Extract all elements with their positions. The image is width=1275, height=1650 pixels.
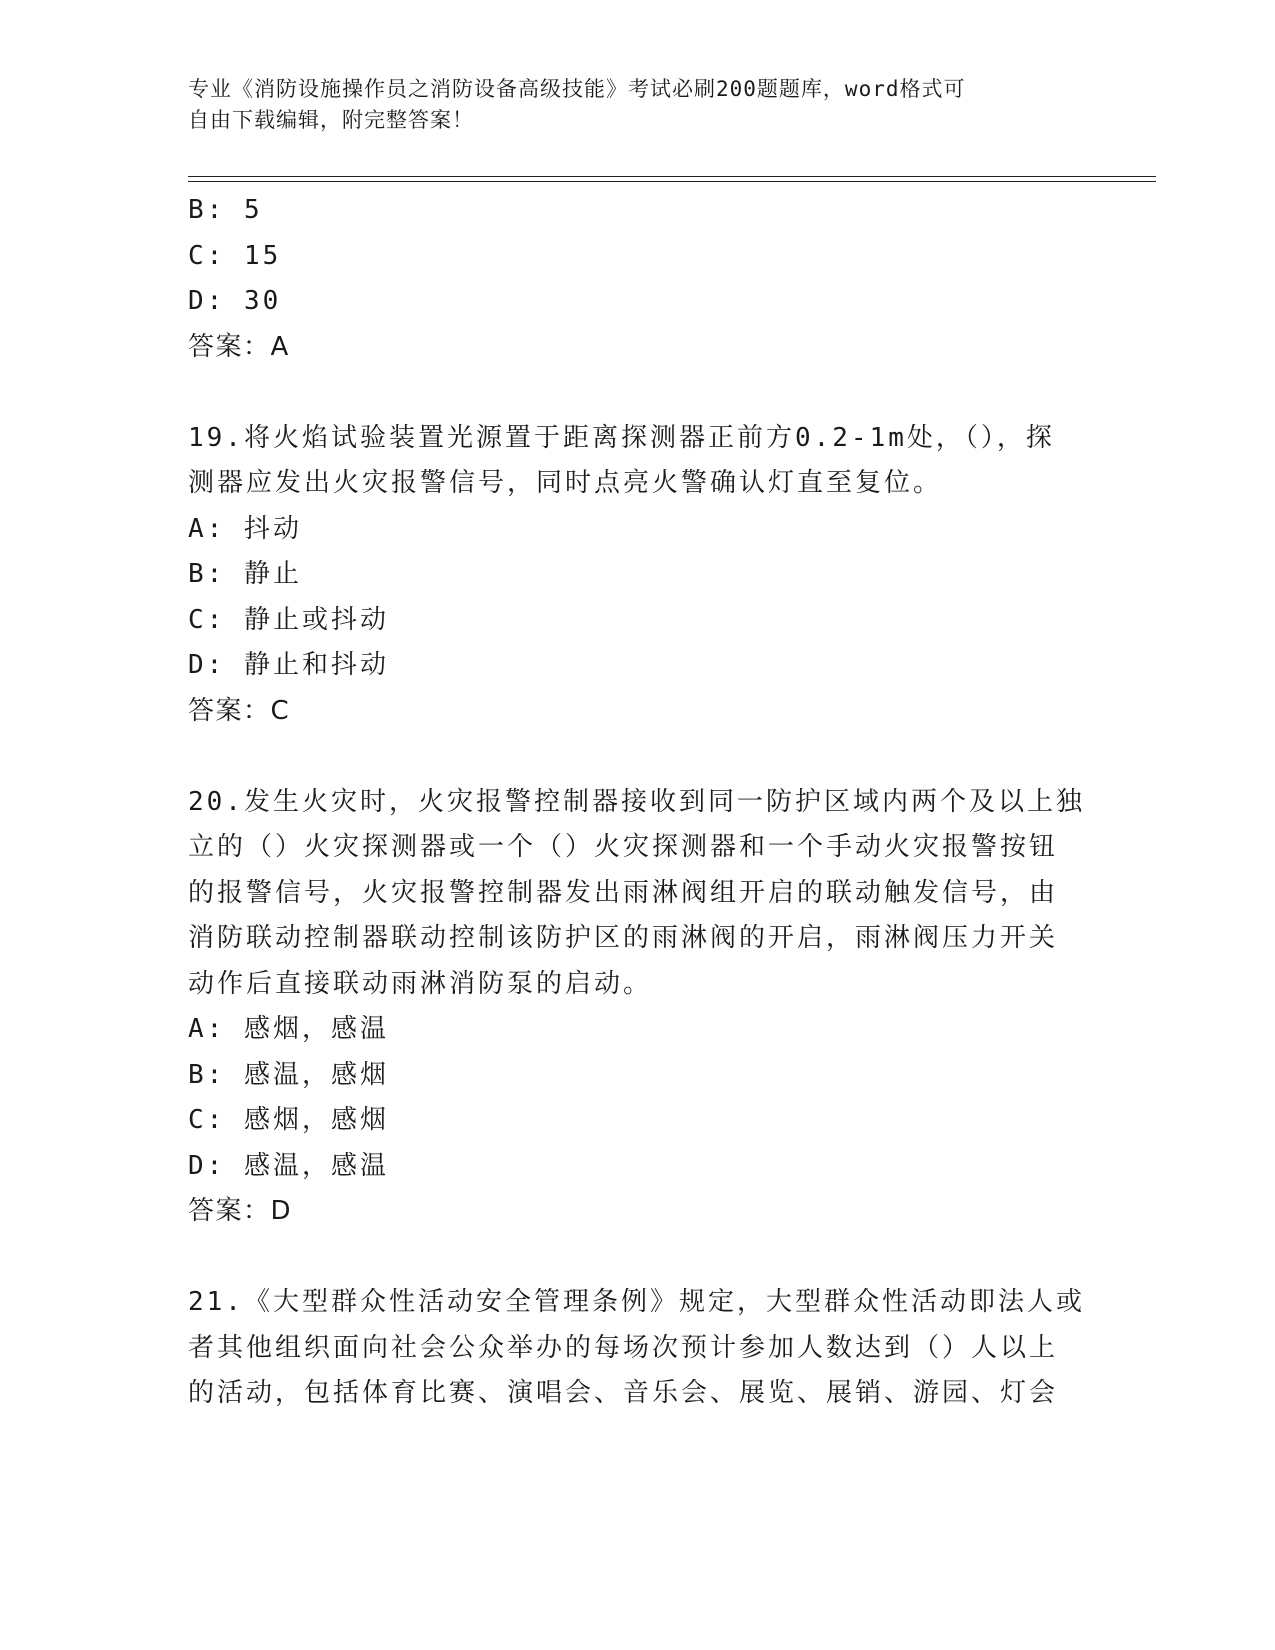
- option-a: A: 抖动: [188, 513, 302, 544]
- option-c: C: 感烟，感烟: [188, 1105, 389, 1135]
- question-stem-line: 19.将火焰试验装置光源置于距离探测器正前方0.2-1m处，（），探: [188, 422, 1055, 453]
- question-20: [188, 780, 1088, 1235]
- question-content: [188, 188, 1088, 1417]
- option-b: B: 5: [188, 195, 263, 225]
- option-b: B: 感温，感烟: [188, 1059, 389, 1090]
- option-a: A: 感烟，感温: [188, 1014, 389, 1044]
- header-line-1: 专业《消防设施操作员之消防设备高级技能》考试必刷200题题库，word格式可: [188, 77, 966, 101]
- spacer: [188, 1235, 1088, 1281]
- question-stem-line: 动作后直接联动雨淋消防泵的启动。: [188, 968, 653, 999]
- option-d: D: 静止和抖动: [188, 650, 389, 680]
- header-divider: [188, 176, 1156, 177]
- option-d: D: 30: [188, 286, 282, 316]
- question-stem-line: 者其他组织面向社会公众举办的每场次预计参加人数达到（）人以上: [188, 1332, 1059, 1363]
- option-c: C: 静止或抖动: [188, 604, 389, 635]
- question-18-tail: [188, 188, 1088, 370]
- question-stem-line: 21.《大型群众性活动安全管理条例》规定，大型群众性活动即法人或: [188, 1287, 1085, 1317]
- question-stem-line: 的报警信号，火灾报警控制器发出雨淋阀组开启的联动触发信号，由: [188, 877, 1059, 908]
- option-b: B: 静止: [188, 559, 302, 589]
- page-header: [188, 74, 1078, 136]
- spacer: [188, 734, 1088, 780]
- spacer: [188, 370, 1088, 416]
- answer: 答案：C: [188, 695, 291, 726]
- question-stem-line: 20.发生火灾时，火灾报警控制器接收到同一防护区域内两个及以上独: [188, 786, 1085, 817]
- question-21: [188, 1280, 1088, 1417]
- header-line-2: 自由下载编辑，附完整答案！: [188, 108, 474, 132]
- question-stem-line: 的活动，包括体育比赛、演唱会、音乐会、展览、展销、游园、灯会: [188, 1378, 1059, 1408]
- question-stem-line: 立的（）火灾探测器或一个（）火灾探测器和一个手动火灾报警按钮: [188, 832, 1059, 862]
- answer: 答案：A: [188, 331, 290, 362]
- question-19: [188, 416, 1088, 735]
- question-stem-line: 消防联动控制器联动控制该防护区的雨淋阀的开启，雨淋阀压力开关: [188, 923, 1059, 953]
- question-stem-line: 测器应发出火灾报警信号，同时点亮火警确认灯直至复位。: [188, 468, 943, 498]
- option-c: C: 15: [188, 240, 282, 271]
- header-divider-second: [188, 181, 1156, 182]
- option-d: D: 感温，感温: [188, 1150, 389, 1181]
- answer: 答案：D: [188, 1196, 293, 1226]
